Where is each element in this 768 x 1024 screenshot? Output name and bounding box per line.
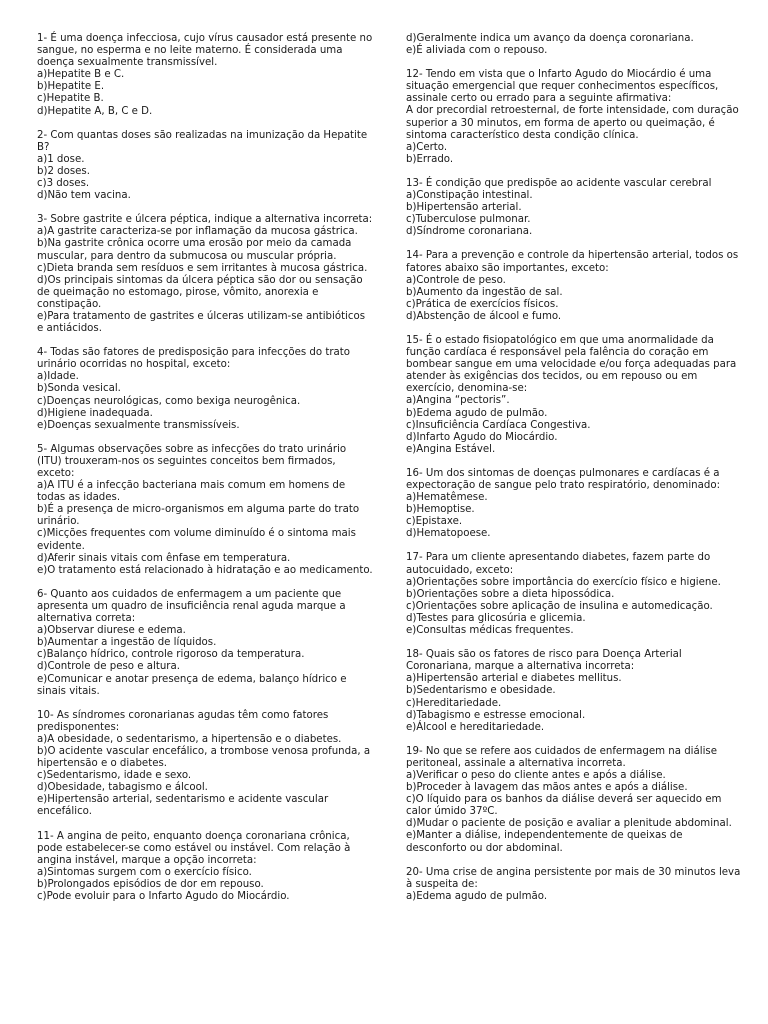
answer-option: a)A obesidade, o sedentarismo, a hipertensão e o diabetes.: [37, 733, 342, 745]
question-block: [406, 867, 742, 903]
answer-option: a)Hematêmese.: [406, 492, 488, 504]
answer-option: c)Tuberculose pulmonar.: [406, 214, 531, 226]
question-stem: 10- As síndromes coronarianas agudas têm como fatores predisponentes:: [37, 709, 329, 733]
continued-options: [406, 33, 742, 57]
answer-option: b)Hepatite E.: [37, 81, 105, 93]
question-stem: 15- É o estado fisiopatológico em que uma anormalidade da função cardíaca é responsável pela falência do coração em bombear sangue em uma velocidade e/ou força adequadas para atender às exigências dos tecidos, ou em repouso ou em exercício, denomina-se:: [406, 334, 737, 395]
answer-option: e)Angina Estável.: [406, 443, 496, 455]
question-stem: 18- Quais são os fatores de risco para Doença Arterial Coronariana, marque a alternativa incorreta:: [406, 649, 682, 673]
answer-option: d)Aferir sinais vitais com ênfase em temperatura.: [37, 552, 291, 564]
answer-option: a)Sintomas surgem com o exercício físico.: [37, 866, 252, 878]
answer-option: c)Orientações sobre aplicação de insulina e automedicação.: [406, 600, 713, 612]
answer-option: e)Para tratamento de gastrites e úlceras utilizam-se antibióticos e antiácidos.: [37, 310, 366, 335]
question-block: [37, 347, 373, 432]
answer-option: b)Errado.: [406, 153, 454, 165]
answer-option: e)Manter a diálise, independentemente de queixas de desconforto ou dor abdominal.: [406, 830, 683, 854]
answer-option: d)Os principais sintomas da úlcera péptica são dor ou sensação de queimação no estomago, pirose, vômito, anorexia e constipação.: [37, 274, 363, 310]
answer-option: a)Verificar o peso do cliente antes e após a diálise.: [406, 769, 666, 781]
answer-option: c)Hepatite B.: [37, 93, 104, 105]
answer-option: d)Hepatite A, B, C e D.: [37, 105, 153, 117]
answer-option: b)Hemoptise.: [406, 504, 475, 516]
answer-option: e)Álcool e hereditariedade.: [406, 721, 545, 733]
answer-option: d)Controle de peso e altura.: [37, 661, 180, 673]
answer-option: c)Epistaxe.: [406, 516, 463, 528]
question-block: [406, 746, 742, 855]
answer-option: b)Orientações sobre a dieta hipossódica.: [406, 588, 615, 600]
question-block: [406, 552, 742, 637]
answer-option: d)Não tem vacina.: [37, 190, 131, 202]
answer-option: A dor precordial retroesternal, de forte intensidade, com duração superior a 30 minutos, em forma de aperto ou queimação, é sintoma característico desta condição clínica.: [406, 105, 739, 141]
answer-option: e)Comunicar e anotar presença de edema, balanço hídrico e sinais vitais.: [37, 673, 347, 697]
question-block: [406, 178, 742, 238]
question-stem: 14- Para a prevenção e controle da hipertensão arterial, todos os fatores abaixo são importantes, exceto:: [406, 250, 739, 274]
answer-option: c)Prática de exercícios físicos.: [406, 298, 559, 310]
answer-option: a)Hepatite B e C.: [37, 69, 125, 81]
answer-option: c)Balanço hídrico, controle rigoroso da temperatura.: [37, 649, 305, 661]
answer-option: c)Pode evoluir para o Infarto Agudo do Miocárdio.: [37, 891, 290, 902]
answer-option: d)Obesidade, tabagismo e álcool.: [37, 782, 208, 794]
question-stem: 16- Um dos sintomas de doenças pulmonares e cardíacas é a expectoração de sangue pelo trato respiratório, denominado:: [406, 467, 720, 491]
question-stem: 12- Tendo em vista que o Infarto Agudo do Miocárdio é uma situação emergencial que requer conhecimentos específicos, assinale certo ou errado para a seguinte afirmativa:: [406, 69, 719, 105]
answer-option: a)Constipação intestinal.: [406, 190, 533, 202]
answer-option: a)Controle de peso.: [406, 274, 506, 286]
answer-option: d)Geralmente indica um avanço da doença coronariana.: [406, 33, 694, 44]
answer-option: c)3 doses.: [37, 178, 90, 190]
left-column: [37, 33, 373, 915]
question-block: [37, 33, 373, 118]
question-block: [37, 710, 373, 819]
answer-option: a)Idade.: [37, 371, 79, 383]
answer-option: a)Angina “pectoris”.: [406, 395, 510, 407]
answer-option: c)Sedentarismo, idade e sexo.: [37, 770, 192, 782]
answer-option: b)Sedentarismo e obesidade.: [406, 685, 556, 697]
question-stem: 5- Algumas observações sobre as infecções do trato urinário (ITU) trouxeram-nos os seguintes conceitos bem firmados, exceto:: [37, 443, 347, 479]
answer-option: b)Sonda vesical.: [37, 383, 121, 395]
answer-option: d)Higiene inadequada.: [37, 407, 153, 419]
answer-option: e)Hipertensão arterial, sedentarismo e acidente vascular encefálico.: [37, 794, 329, 818]
answer-option: c)Micções frequentes com volume diminuído é o sintoma mais evidente.: [37, 528, 356, 552]
answer-option: c)O líquido para os banhos da diálise deverá ser aquecido em calor úmido 37ºC.: [406, 794, 722, 818]
question-block: [37, 589, 373, 698]
answer-option: d)Abstenção de álcool e fumo.: [406, 310, 562, 322]
question-block: [406, 649, 742, 734]
answer-option: d)Infarto Agudo do Miocárdio.: [406, 431, 558, 443]
answer-option: c)Hereditariedade.: [406, 697, 502, 709]
question-block: [37, 831, 373, 904]
answer-option: d)Testes para glicosúria e glicemia.: [406, 612, 586, 624]
answer-option: b)Aumento da ingestão de sal.: [406, 286, 563, 298]
question-stem: 4- Todas são fatores de predisposição para infecções do trato urinário ocorridas no hospital, exceto:: [37, 347, 351, 371]
question-block: [37, 444, 373, 577]
answer-option: a)Edema agudo de pulmão.: [406, 890, 548, 902]
answer-option: b)O acidente vascular encefálico, a trombose venosa profunda, a hipertensão e o diabetes.: [37, 745, 371, 770]
answer-option: a)Orientações sobre importância do exercício físico e higiene.: [406, 576, 721, 588]
answer-option: c)Dieta branda sem resíduos e sem irritantes à mucosa gástrica.: [37, 262, 368, 274]
question-stem: 17- Para um cliente apresentando diabetes, fazem parte do autocuidado, exceto:: [406, 552, 711, 576]
answer-option: e)É aliviada com o repouso.: [406, 45, 548, 57]
answer-option: a)Observar diurese e edema.: [37, 625, 186, 637]
answer-option: b)2 doses.: [37, 165, 90, 177]
answer-option: b)Prolongados episódios de dor em repouso.: [37, 878, 264, 890]
answer-option: b)Na gastrite crônica ocorre uma erosão por meio da camada muscular, para dentro da submucosa ou muscular própria.: [37, 238, 352, 262]
answer-option: d)Mudar o paciente de posição e avaliar a plenitude abdominal.: [406, 818, 732, 830]
question-block: [406, 335, 742, 456]
question-stem: 11- A angina de peito, enquanto doença coronariana crônica, pode estabelecer-se como estável ou instável. Com relação à angina instável, marque a opção incorreta:: [37, 830, 351, 866]
question-stem: 13- É condição que predispõe ao acidente vascular cerebral: [406, 177, 712, 189]
answer-option: d)Tabagismo e estresse emocional.: [406, 709, 586, 721]
answer-option: b)Aumentar a ingestão de líquidos.: [37, 637, 217, 649]
question-block: [406, 468, 742, 541]
answer-option: e)Doenças sexualmente transmissíveis.: [37, 419, 240, 431]
answer-option: c)Insuficiência Cardíaca Congestiva.: [406, 419, 591, 431]
answer-option: e)O tratamento está relacionado à hidratação e ao medicamento.: [37, 564, 373, 576]
answer-option: d)Hematopoese.: [406, 528, 491, 540]
question-stem: 3- Sobre gastrite e úlcera péptica, indique a alternativa incorreta:: [37, 214, 373, 226]
question-block: [37, 130, 373, 203]
answer-option: b)Edema agudo de pulmão.: [406, 407, 548, 419]
question-block: [406, 69, 742, 166]
question-block: [406, 250, 742, 323]
answer-option: b)É a presença de micro-organismos em alguma parte do trato urinário.: [37, 504, 360, 528]
question-stem: 2- Com quantas doses são realizadas na imunização da Hepatite B?: [37, 129, 368, 153]
answer-option: d)Síndrome coronariana.: [406, 226, 533, 238]
answer-option: a)Certo.: [406, 141, 448, 153]
question-stem: 19- No que se refere aos cuidados de enfermagem na diálise peritoneal, assinale a alternativa incorreta.: [406, 745, 717, 769]
question-stem: 20- Uma crise de angina persistente por mais de 30 minutos leva à suspeita de:: [406, 866, 741, 890]
question-stem: 6- Quanto aos cuidados de enfermagem a um paciente que apresenta um quadro de insuficiência renal aguda marque a alternativa correta:: [37, 588, 346, 625]
right-column: [406, 33, 742, 915]
answer-option: a)A gastrite caracteriza-se por inflamação da mucosa gástrica.: [37, 226, 358, 238]
answer-option: a)1 dose.: [37, 153, 85, 165]
answer-option: a)A ITU é a infecção bacteriana mais comum em homens de todas as idades.: [37, 480, 346, 504]
answer-option: b)Hipertensão arterial.: [406, 202, 522, 214]
answer-option: b)Proceder à lavagem das mãos antes e após a diálise.: [406, 782, 688, 794]
answer-option: c)Doenças neurológicas, como bexiga neurogênica.: [37, 395, 301, 407]
answer-option: a)Hipertensão arterial e diabetes mellitus.: [406, 673, 622, 685]
question-stem: 1- É uma doença infecciosa, cujo vírus causador está presente no sangue, no esperma e no leite materno. É considerada uma doença sexualmente transmissível.: [37, 33, 373, 69]
question-block: [37, 214, 373, 335]
answer-option: e)Consultas médicas frequentes.: [406, 625, 574, 637]
